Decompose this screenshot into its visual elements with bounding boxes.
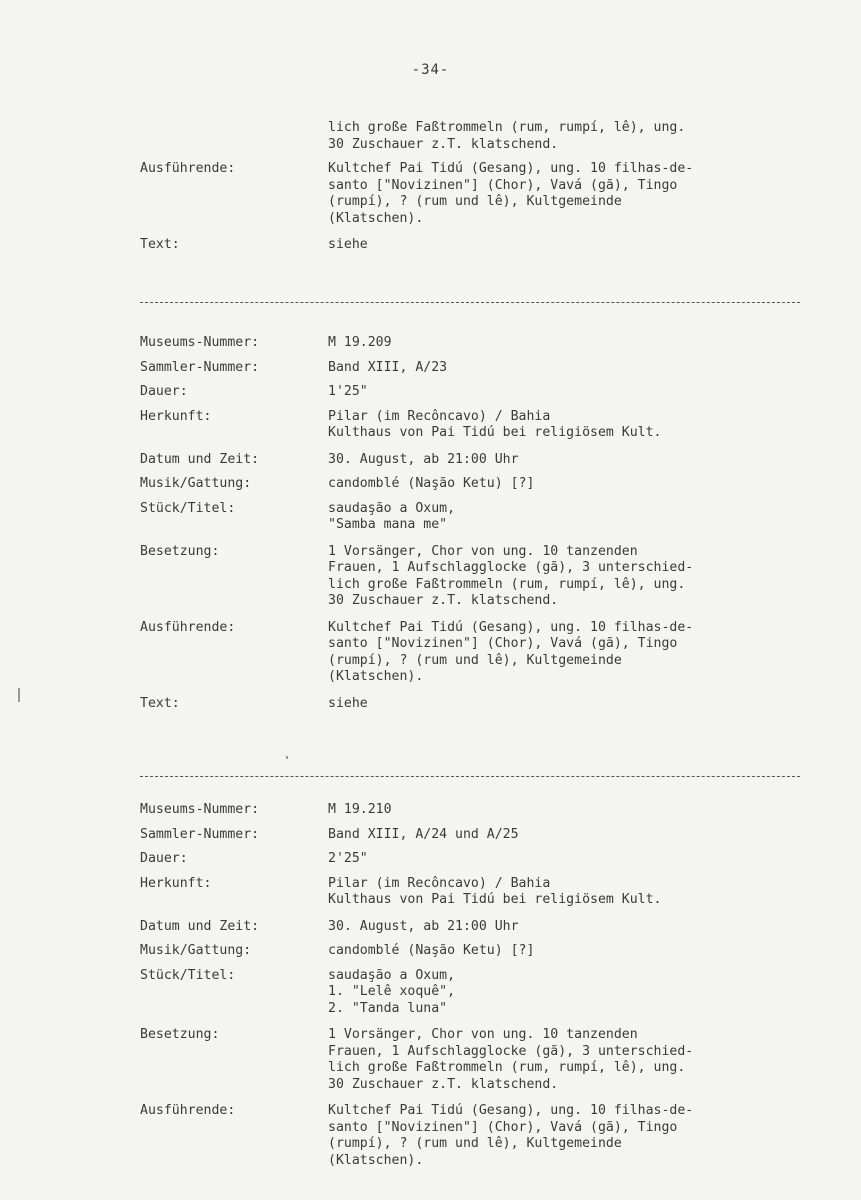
field-value-line: candomblé (Naşão Ketu) [?] [328,943,535,958]
field-label: Dauer: [140,384,188,399]
continuation-block [140,120,820,254]
field-label: Ausführende: [140,161,236,176]
field-label: Text: [140,695,180,711]
field-value-line: santo ["Novizinen"] (Chor), Vavá (gã), Tingo [328,177,678,193]
field-value [328,943,820,960]
field-value-line: santo ["Novizinen"] (Chor), Vavá (gã), Tingo [328,636,678,651]
field-value-line: lich große Faßtrommeln (rum, rumpí, lê), ung. [328,120,686,135]
field-value-line: lich große Faßtrommeln (rum, rumpí, lê), ung. [328,576,686,592]
scan-speck [286,756,288,759]
field-value [328,851,820,868]
field-row [140,827,820,844]
field-row [140,544,820,610]
field-value-line: 1'25" [328,384,368,399]
field-value [328,452,820,469]
field-label: Besetzung: [140,1027,220,1042]
field-value-line: Pilar (im Recôncavo) / Bahia [328,875,551,891]
field-value-line: siehe [328,237,368,252]
field-label: Stück/Titel: [140,967,236,983]
field-row [140,696,820,713]
field-row [140,384,820,401]
field-value [328,802,820,819]
field-value [328,696,820,713]
field-value [328,620,820,686]
field-value [328,501,820,534]
field-value [328,544,820,610]
field-value-line: 30. August, ab 21:00 Uhr [328,451,519,467]
field-label: Ausführende: [140,1103,236,1118]
field-row [140,452,820,469]
field-value-line: Kultchef Pai Tidú (Gesang), ung. 10 filhas-de- [328,619,694,635]
field-value [328,409,820,442]
field-value [328,237,820,254]
field-label: Stück/Titel: [140,500,236,516]
field-row [140,620,820,686]
field-value-line: (Klatschen). [328,669,424,684]
field-value-line: 2. "Tanda luna" [328,1000,448,1016]
field-label: Text: [140,237,180,252]
field-value [328,1027,820,1093]
field-label: Museums-Nummer: [140,802,260,817]
field-value [328,827,820,844]
field-value-line: (Klatschen). [328,210,424,226]
field-row [140,161,820,227]
field-value [328,968,820,1018]
field-value-line: M 19.210 [328,802,392,817]
field-value-line: saudaşão a Oxum, [328,500,456,516]
field-row [140,1103,820,1169]
field-label: Datum und Zeit: [140,918,260,934]
field-value [328,919,820,936]
field-value-line: saudaşão a Oxum, [328,967,456,983]
scan-speck [18,688,20,702]
field-value-line: Band XIII, A/23 [328,359,448,375]
field-row [140,968,820,1018]
field-label: Datum und Zeit: [140,451,260,467]
field-value-line: 2'25" [328,851,368,866]
field-value [328,1103,820,1169]
field-row [140,409,820,442]
field-value-line: 1 Vorsänger, Chor von ung. 10 tanzenden [328,1027,638,1042]
field-label: Sammler-Nummer: [140,826,260,842]
field-label: Dauer: [140,851,188,866]
separator-line [140,776,800,777]
field-value-line: Kulthaus von Pai Tidú bei religiösem Kult. [328,892,662,907]
field-value-line: Kulthaus von Pai Tidú bei religiösem Kult. [328,425,662,440]
field-value-line: (rumpí), ? (rum und lê), Kultgemeinde [328,194,622,209]
field-row [140,360,820,377]
field-value-line: 1. "Lelê xoquê", [328,984,456,999]
field-row [140,501,820,534]
field-label: Ausführende: [140,619,236,635]
field-value-line: (Klatschen). [328,1152,424,1168]
field-row [140,335,820,352]
field-row [140,851,820,868]
separator-line [140,302,800,303]
field-row [140,943,820,960]
field-value-line: "Samba mana me" [328,517,448,532]
field-label: Museums-Nummer: [140,335,260,350]
field-value [328,476,820,493]
field-row [140,919,820,936]
field-label: Herkunft: [140,408,212,424]
field-value-line: (rumpí), ? (rum und lê), Kultgemeinde [328,652,622,668]
field-value-line: 30 Zuschauer z.T. klatschend. [328,136,559,152]
field-row [140,802,820,819]
record-m19210 [140,802,820,1169]
field-value-line: Pilar (im Recôncavo) / Bahia [328,408,551,424]
field-label: Musik/Gattung: [140,476,252,491]
continuation-row [140,120,820,153]
field-value-line: 30 Zuschauer z.T. klatschend. [328,593,559,608]
field-value-line: Kultchef Pai Tidú (Gesang), ung. 10 filhas-de- [328,161,694,176]
record-m19209 [140,335,820,712]
field-value-line: lich große Faßtrommeln (rum, rumpí, lê), ung. [328,1060,686,1075]
field-value-line: santo ["Novizinen"] (Chor), Vavá (gã), Tingo [328,1119,678,1135]
page-number: -34- [411,62,450,78]
field-label: Besetzung: [140,543,220,559]
field-value-line: Frauen, 1 Aufschlagglocke (gã), 3 unterschied- [328,560,694,575]
field-row [140,1027,820,1093]
field-value [328,161,820,227]
field-row [140,237,820,254]
field-value [328,876,820,909]
field-value-line: siehe [328,695,368,711]
field-label [140,120,328,153]
field-value-line: Frauen, 1 Aufschlagglocke (gã), 3 unterschied- [328,1043,694,1059]
field-value-line: Band XIII, A/24 und A/25 [328,826,519,842]
field-label: Herkunft: [140,875,212,891]
field-label: Musik/Gattung: [140,943,252,958]
field-value [328,360,820,377]
field-row [140,876,820,909]
field-value-line: (rumpí), ? (rum und lê), Kultgemeinde [328,1136,622,1151]
field-row [140,476,820,493]
field-value-line: candomblé (Naşão Ketu) [?] [328,476,535,491]
field-value-line: Kultchef Pai Tidú (Gesang), ung. 10 filhas-de- [328,1103,694,1118]
field-value [328,335,820,352]
field-value [328,120,820,153]
field-label: Sammler-Nummer: [140,359,260,375]
field-value-line: M 19.209 [328,335,392,350]
field-value [328,384,820,401]
field-value-line: 30 Zuschauer z.T. klatschend. [328,1076,559,1092]
field-value-line: 30. August, ab 21:00 Uhr [328,918,519,934]
field-value-line: 1 Vorsänger, Chor von ung. 10 tanzenden [328,543,638,559]
